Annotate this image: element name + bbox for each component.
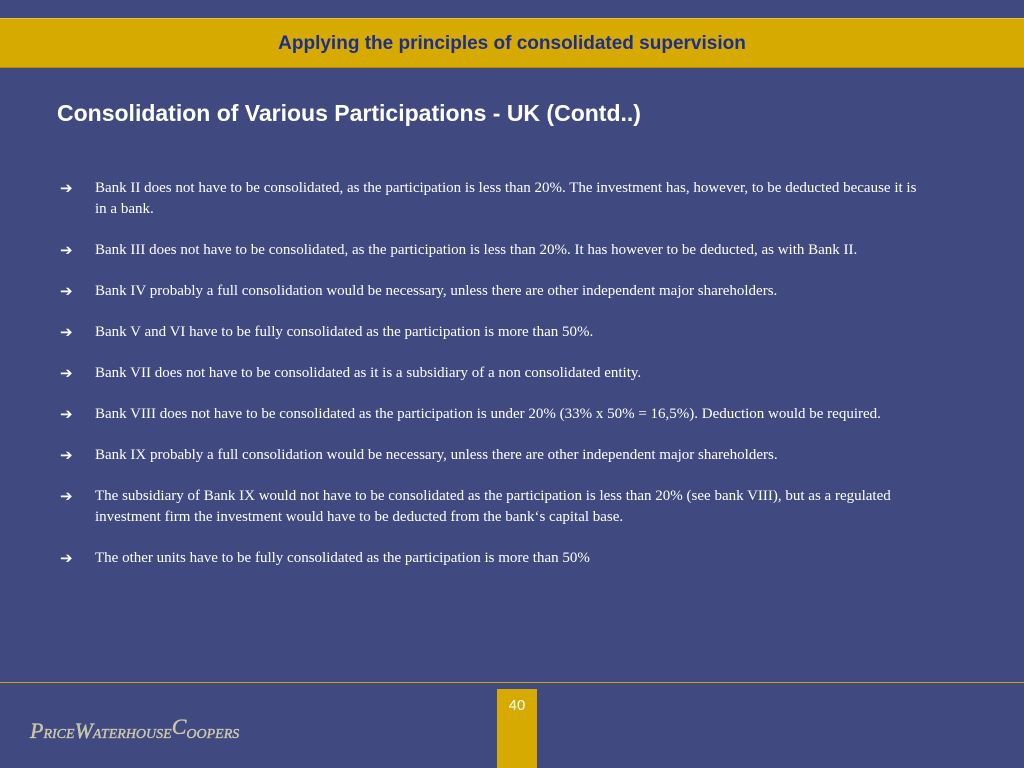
pricewaterhousecoopers-logo <box>28 712 240 748</box>
right-arrow-icon: ➔ <box>60 487 73 505</box>
bullet-text: Bank V and VI have to be fully consolidated as the participation is more than 50%. <box>95 324 594 340</box>
bullet-text: Bank VII does not have to be consolidated as it is a subsidiary of a non consolidated entity. <box>95 365 642 381</box>
bullet-item <box>57 404 917 425</box>
bullet-item <box>57 548 917 569</box>
page-number-tab <box>497 689 537 768</box>
right-arrow-icon: ➔ <box>60 179 73 197</box>
bullet-item <box>57 178 917 220</box>
bullet-text: Bank II does not have to be consolidated, as the participation is less than 20%. The investment has, however, to be deducted because it is in a bank. <box>95 180 917 217</box>
right-arrow-icon: ➔ <box>60 549 73 567</box>
bullet-text: The subsidiary of Bank IX would not have to be consolidated as the participation is less than 20% (see bank VIII), but as a regulated investment firm the investment would have to be deducted from the bank‘s capital base. <box>95 488 891 525</box>
bullet-item <box>57 281 917 302</box>
svg-text:PRICEWATERHOUSECOOPERS: PRICEWATERHOUSECOOPERS <box>30 714 240 743</box>
slide-subtitle: Consolidation of Various Participations - UK (Contd..) <box>57 100 641 126</box>
right-arrow-icon: ➔ <box>60 446 73 464</box>
right-arrow-icon: ➔ <box>60 241 73 259</box>
bullet-text: Bank VIII does not have to be consolidated as the participation is under 20% (33% x 50% = 16,5%). Deduction would be required. <box>95 406 881 422</box>
bullet-text: Bank III does not have to be consolidated, as the participation is less than 20%. It has however to be deducted, as with Bank II. <box>95 242 858 258</box>
footer-divider <box>0 682 1024 683</box>
bullet-text: The other units have to be fully consolidated as the participation is more than 50% <box>95 550 590 566</box>
title-bar <box>0 18 1024 68</box>
bullet-list <box>57 178 917 589</box>
slide-title: Applying the principles of consolidated supervision <box>278 33 746 54</box>
right-arrow-icon: ➔ <box>60 405 73 423</box>
bullet-item <box>57 240 917 261</box>
bullet-item <box>57 445 917 466</box>
bullet-item <box>57 363 917 384</box>
right-arrow-icon: ➔ <box>60 282 73 300</box>
bullet-text: Bank IV probably a full consolidation would be necessary, unless there are other independent major shareholders. <box>95 283 778 299</box>
bullet-item <box>57 486 917 528</box>
bullet-item <box>57 322 917 343</box>
right-arrow-icon: ➔ <box>60 364 73 382</box>
bullet-text: Bank IX probably a full consolidation would be necessary, unless there are other independent major shareholders. <box>95 447 778 463</box>
right-arrow-icon: ➔ <box>60 323 73 341</box>
page-number: 40 <box>508 697 526 714</box>
